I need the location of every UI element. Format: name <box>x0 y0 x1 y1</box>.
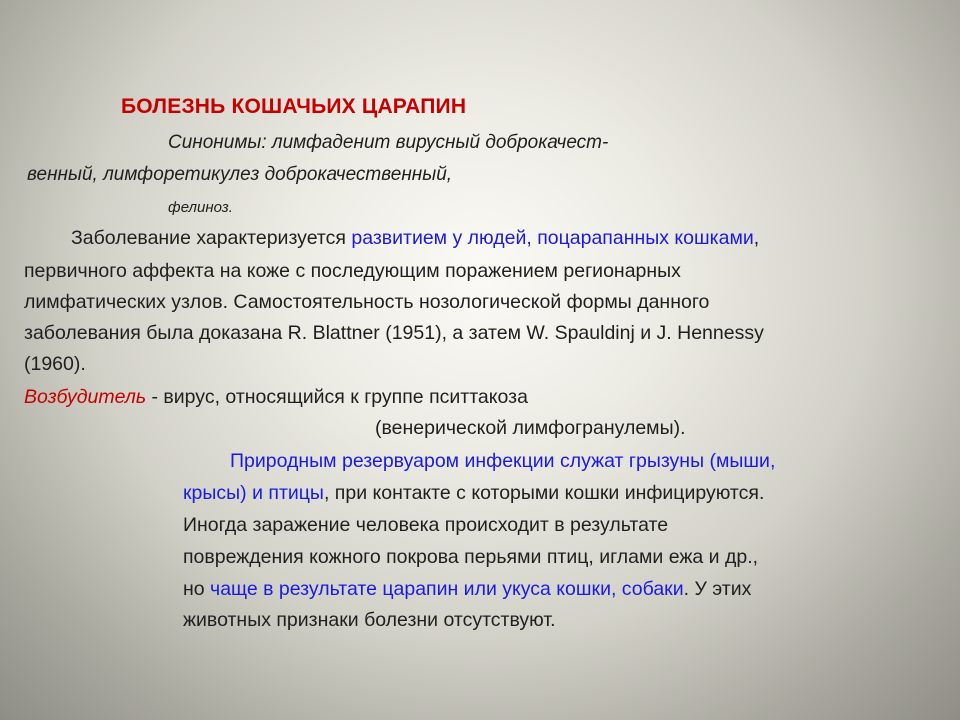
synonyms-line-1: Синонимы: лимфаденит вирусный доброкачест- <box>168 132 609 153</box>
paragraph-2-pre: но <box>183 578 211 600</box>
paragraph-1-line-3: лимфатических узлов. Самостоятельность нозологической формы данного <box>24 291 710 313</box>
paragraph-2-highlight-2: чаще в результате царапин или укуса кошки, собаки <box>210 578 684 600</box>
paragraph-1-text: Заболевание характеризуется <box>71 227 352 249</box>
paragraph-2-line-5 <box>183 577 751 601</box>
paragraph-1-comma: , <box>753 227 760 249</box>
synonyms-line-3: фелиноз. <box>168 199 233 216</box>
paragraph-2-line-4: повреждения кожного покрова перьями птиц, иглами ежа и др., <box>183 546 759 568</box>
paragraph-2-line-2 <box>183 481 764 505</box>
pathogen-line <box>24 385 528 409</box>
paragraph-1-line-4: заболевания была доказана R. Blattner (1951), а затем W. Spauldinj и J. Hennessy <box>24 322 764 344</box>
paragraph-2-post: . У этих <box>683 578 752 600</box>
slide-title: БОЛЕЗНЬ КОШАЧЬИХ ЦАРАПИН <box>121 95 467 118</box>
pathogen-label: Возбудитель <box>24 386 147 408</box>
paragraph-2-line-6: животных признаки болезни отсутствуют. <box>183 609 556 631</box>
paragraph-1-line-5: (1960). <box>24 353 86 375</box>
pathogen-line-2: (венерической лимфогранулемы). <box>375 417 686 439</box>
synonyms-line-2: венный, лимфоретикулез доброкачественный, <box>27 164 453 185</box>
paragraph-2-line-3: Иногда заражение человека происходит в результате <box>183 514 669 536</box>
paragraph-1-line-1 <box>71 226 759 250</box>
paragraph-1-line-2: первичного аффекта на коже с последующим поражением регионарных <box>24 260 681 282</box>
pathogen-text: - вирус, относящийся к группе пситтакоза <box>146 386 528 408</box>
paragraph-2-line-1: Природным резервуаром инфекции служат грызуны (мыши, <box>230 450 776 472</box>
paragraph-1-highlight: развитием у людей, поцарапанных кошками <box>351 227 754 249</box>
paragraph-2-text: , при контакте с которыми кошки инфицируются. <box>323 482 765 504</box>
paragraph-2-highlight: крысы) и птицы <box>183 482 324 504</box>
